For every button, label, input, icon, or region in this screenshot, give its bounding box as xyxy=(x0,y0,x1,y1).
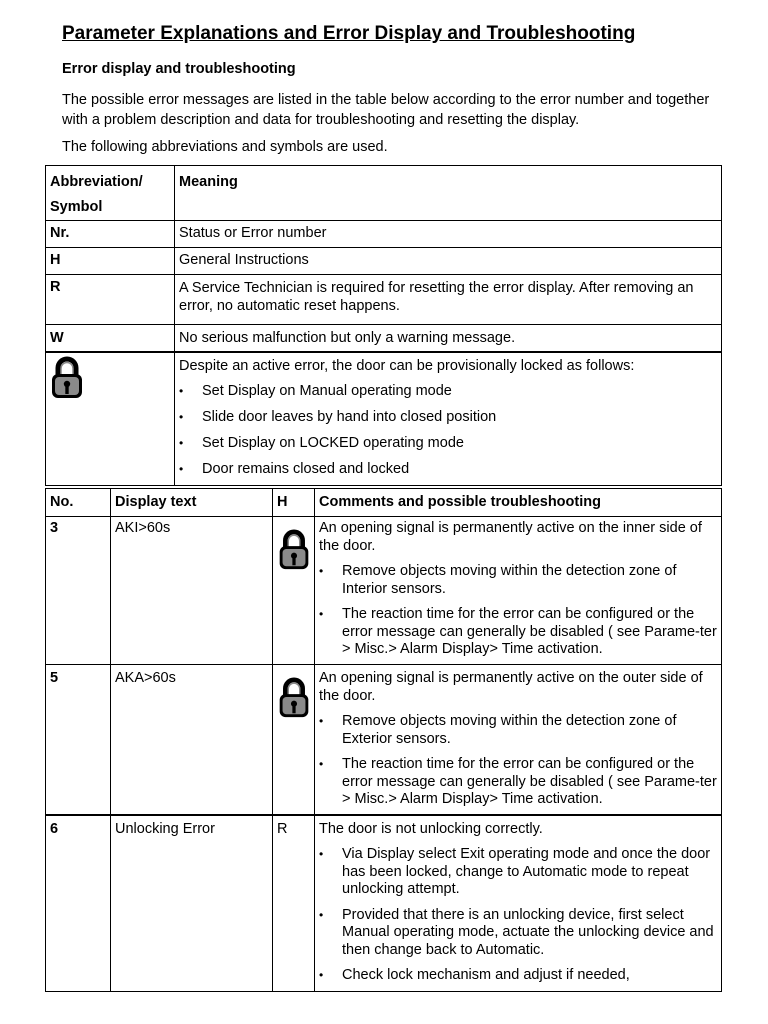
list-item: • The reaction time for the error can be configured or the error message can generally be disabled ( see Parame-ter > Misc.> Alarm Display> Time activation. xyxy=(319,756,718,809)
header-meaning: Meaning xyxy=(175,166,722,221)
table-row xyxy=(46,517,722,665)
abbreviation-row xyxy=(46,221,722,248)
list-item: • Set Display on LOCKED operating mode xyxy=(179,433,717,459)
header-symbol-line1: Abbreviation/ xyxy=(50,174,143,190)
padlock-icon xyxy=(50,356,84,400)
troubleshooting-list xyxy=(319,563,718,659)
list-item: • Slide door leaves by hand into closed position xyxy=(179,407,717,433)
abbr-meaning: A Service Technician is required for resetting the error display. After removing an error, no automatic reset happens. xyxy=(175,275,722,325)
error-header-row xyxy=(46,489,722,517)
error-display-text: AKI>60s xyxy=(111,517,273,665)
page-title: Parameter Explanations and Error Display and Troubleshooting xyxy=(62,23,636,44)
intro-paragraph: The possible error messages are listed in the table below according to the error number and together with a problem description and data for troubleshooting and resetting the display. xyxy=(62,92,710,128)
error-display-text: Unlocking Error xyxy=(111,815,273,992)
lock-row xyxy=(46,352,722,486)
list-item: • Via Display select Exit operating mode and once the door has been locked, change to Automatic mode to repeat unlocking attempt. xyxy=(319,846,718,899)
abbreviations-header-row xyxy=(46,166,722,221)
error-description: An opening signal is permanently active on the inner side of the door. xyxy=(319,520,702,554)
error-description: The door is not unlocking correctly. xyxy=(319,820,543,837)
list-item: • Remove objects moving within the detection zone of Interior sensors. xyxy=(319,563,718,598)
lock-description: Despite an active error, the door can be provisionally locked as follows: xyxy=(179,357,635,374)
abbr-meaning: General Instructions xyxy=(175,248,722,275)
error-number: 3 xyxy=(46,517,111,665)
list-item: • Remove objects moving within the detection zone of Exterior sensors. xyxy=(319,713,718,748)
list-item: • Door remains closed and locked xyxy=(179,459,717,485)
abbr-meaning: Status or Error number xyxy=(175,221,722,248)
troubleshooting-list xyxy=(319,846,718,985)
abbr-meaning: No serious malfunction but only a warning message. xyxy=(175,325,722,352)
abbr-symbol: H xyxy=(46,248,175,275)
abbreviation-row xyxy=(46,248,722,275)
abbreviations-table xyxy=(45,165,722,486)
list-item: • The reaction time for the error can be configured or the error message can generally be disabled ( see Parame-ter > Misc.> Alarm Display> Time activation. xyxy=(319,606,718,659)
error-table xyxy=(45,488,722,992)
list-item: • Set Display on Manual operating mode xyxy=(179,381,717,407)
padlock-icon xyxy=(277,529,311,571)
padlock-icon xyxy=(277,677,311,719)
header-display-text: Display text xyxy=(111,489,273,517)
section-heading: Error display and troubleshooting xyxy=(62,61,296,77)
abbr-symbol: Nr. xyxy=(46,221,175,248)
list-item: • Provided that there is an unlocking device, first select Manual operating mode, actuate the unlocking device and then change back to Automatic. xyxy=(319,907,718,960)
table-row xyxy=(46,815,722,992)
header-no: No. xyxy=(46,489,111,517)
header-symbol-line2: Symbol xyxy=(50,199,103,215)
lock-steps-list xyxy=(179,381,717,485)
abbreviation-row xyxy=(46,325,722,352)
abbreviations-lead: The following abbreviations and symbols are used. xyxy=(62,139,388,155)
error-number: 6 xyxy=(46,815,111,992)
abbreviation-row xyxy=(46,275,722,325)
header-comments: Comments and possible troubleshooting xyxy=(315,489,722,517)
error-display-text: AKA>60s xyxy=(111,665,273,815)
list-item: • Check lock mechanism and adjust if needed, xyxy=(319,967,718,985)
error-description: An opening signal is permanently active on the outer side of the door. xyxy=(319,670,703,704)
error-h-code: R xyxy=(273,815,315,992)
abbr-symbol: R xyxy=(46,275,175,325)
error-number: 5 xyxy=(46,665,111,815)
troubleshooting-list xyxy=(319,713,718,809)
table-row xyxy=(46,665,722,815)
header-h: H xyxy=(273,489,315,517)
abbr-symbol: W xyxy=(46,325,175,352)
